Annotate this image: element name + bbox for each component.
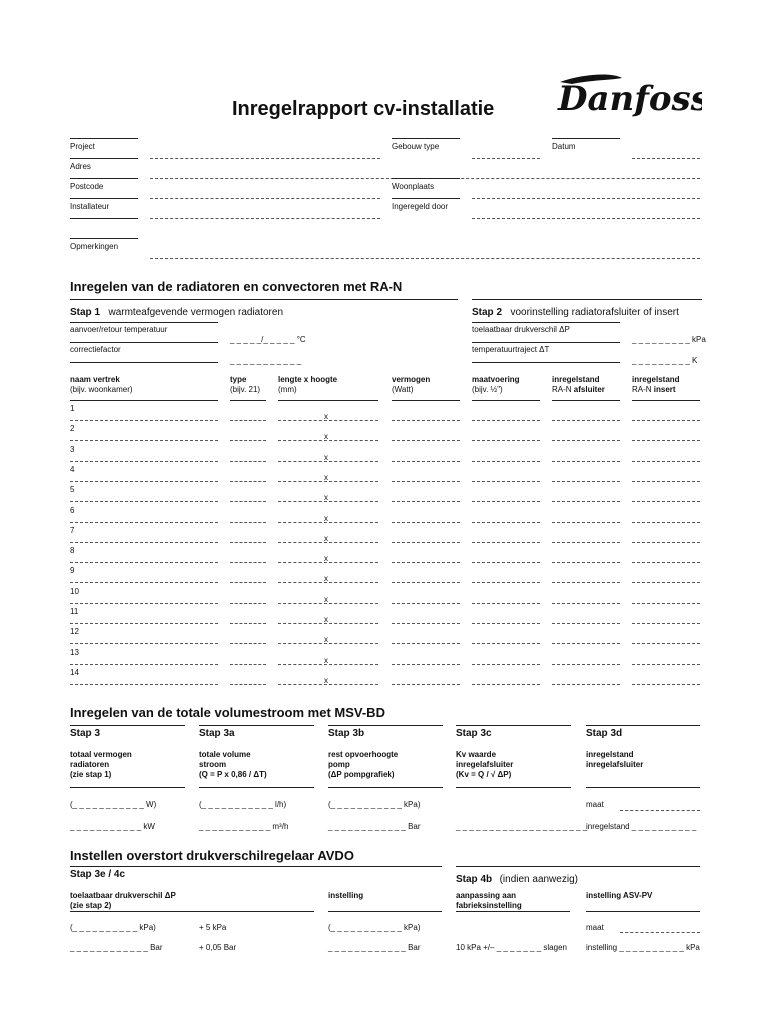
- step-label: Stap 3d: [586, 728, 623, 739]
- row-field[interactable]: [472, 603, 540, 604]
- row-field[interactable]: [392, 440, 460, 441]
- step-row1[interactable]: (_ _ _ _ _ _ _ _ _ _ _ l/h): [199, 800, 287, 809]
- row-field[interactable]: [632, 420, 700, 421]
- avdo-row2[interactable]: 10 kPa +/– _ _ _ _ _ _ _ slagen: [456, 943, 567, 952]
- row-field[interactable]: [70, 562, 218, 563]
- row-field[interactable]: [392, 522, 460, 523]
- row-field[interactable]: [392, 501, 460, 502]
- row-field[interactable]: [278, 440, 378, 441]
- avdo-desc: aanpassing aan: [456, 891, 517, 900]
- row-field[interactable]: [278, 420, 378, 421]
- avdo-rule: [70, 911, 314, 912]
- row-field[interactable]: [278, 684, 378, 685]
- row-field[interactable]: [278, 643, 378, 644]
- row-field[interactable]: [632, 603, 700, 604]
- row-field[interactable]: [392, 582, 460, 583]
- x-mark: x: [324, 533, 328, 543]
- row-field[interactable]: [278, 562, 378, 563]
- row-field[interactable]: [552, 522, 620, 523]
- drukverschil-label: toelaatbaar drukverschil ΔP: [472, 325, 570, 334]
- row-field[interactable]: [472, 562, 540, 563]
- row-field[interactable]: [278, 522, 378, 523]
- row-field[interactable]: [70, 461, 218, 462]
- step-desc: inregelafsluiter: [456, 760, 514, 769]
- row-number: 10: [70, 586, 79, 596]
- correctiefactor-label: correctiefactor: [70, 345, 121, 354]
- row-field[interactable]: [278, 623, 378, 624]
- x-mark: x: [324, 594, 328, 604]
- col-type: type: [230, 375, 247, 384]
- col-maatvoering: maatvoering: [472, 375, 520, 384]
- row-field[interactable]: [552, 420, 620, 421]
- step-row2[interactable]: _ _ _ _ _ _ _ _ _ _ _ kW: [70, 822, 155, 831]
- avdo-row1[interactable]: + 5 kPa: [199, 923, 227, 932]
- row-field[interactable]: [70, 643, 218, 644]
- row-field[interactable]: [552, 643, 620, 644]
- woonplaats-field[interactable]: [472, 198, 700, 199]
- gebouw-type-field[interactable]: [472, 158, 540, 159]
- row-field[interactable]: [392, 684, 460, 685]
- row-field[interactable]: [230, 420, 266, 421]
- step-row2[interactable]: _ _ _ _ _ _ _ _ _ _ _ m³/h: [199, 822, 289, 831]
- row-field[interactable]: [230, 501, 266, 502]
- row-field[interactable]: [472, 664, 540, 665]
- stap1-label: Stap 1: [70, 307, 101, 318]
- step-desc: (Kv = Q / √ ΔP): [456, 770, 512, 779]
- row-field[interactable]: [70, 481, 218, 482]
- avdo-row2[interactable]: instelling _ _ _ _ _ _ _ _ _ _ kPa: [586, 943, 700, 952]
- row-field[interactable]: [472, 481, 540, 482]
- step-rule: [586, 725, 700, 726]
- project-field[interactable]: [150, 158, 380, 159]
- row-number: 9: [70, 566, 75, 576]
- row-field[interactable]: [278, 664, 378, 665]
- row-field[interactable]: [392, 562, 460, 563]
- step-row1[interactable]: maat: [586, 800, 604, 809]
- col-inregelstand-insert: inregelstand: [632, 375, 680, 384]
- x-mark: x: [324, 635, 328, 645]
- row-field[interactable]: [552, 562, 620, 563]
- gebouw-type-label: Gebouw type: [392, 142, 440, 151]
- row-field[interactable]: [632, 684, 700, 685]
- step-rule: [328, 787, 443, 788]
- section1-title: Inregelen van de radiatoren en convectoren met RA-N: [70, 279, 403, 294]
- avdo-desc: instelling: [328, 891, 364, 900]
- row-field[interactable]: [632, 623, 700, 624]
- row-number: 5: [70, 485, 75, 495]
- row-field[interactable]: [552, 481, 620, 482]
- row-field[interactable]: [472, 542, 540, 543]
- row-field[interactable]: [472, 582, 540, 583]
- row-field[interactable]: [392, 603, 460, 604]
- stap2-label: Stap 2: [472, 307, 503, 318]
- col-inregelstand-afsluiter: inregelstand: [552, 375, 600, 384]
- row-field[interactable]: [632, 440, 700, 441]
- step-row2[interactable]: _ _ _ _ _ _ _ _ _ _ _ _ _ _ _ _ _ _ _ _: [456, 822, 588, 831]
- row-number: 3: [70, 444, 75, 454]
- datum-label: Datum: [552, 142, 576, 151]
- temptraject-label: temperatuurtraject ΔT: [472, 345, 550, 354]
- step-desc: inregelafsluiter: [586, 760, 644, 769]
- step-desc: (Q = P x 0,86 / ΔT): [199, 770, 267, 779]
- avdo-desc: instelling ASV-PV: [586, 891, 653, 900]
- step-label: Stap 3a: [199, 728, 235, 739]
- row-field[interactable]: [472, 501, 540, 502]
- adres-label: Adres: [70, 162, 91, 171]
- row-field[interactable]: [230, 684, 266, 685]
- avdo-rule: [456, 911, 570, 912]
- row-field[interactable]: [230, 461, 266, 462]
- svg-text:Danfoss: Danfoss: [558, 79, 702, 119]
- row-number: 7: [70, 525, 75, 535]
- avdo-row1[interactable]: (_ _ _ _ _ _ _ _ _ _ kPa): [70, 923, 156, 932]
- row-field[interactable]: [632, 643, 700, 644]
- step-rule: [328, 725, 443, 726]
- woonplaats-label: Woonplaats: [392, 182, 435, 191]
- row-field[interactable]: [230, 582, 266, 583]
- step-desc: rest opvoerhoogte: [328, 750, 399, 759]
- row-field[interactable]: [230, 643, 266, 644]
- row-field[interactable]: [632, 522, 700, 523]
- step-desc: (zie stap 1): [70, 770, 112, 779]
- x-mark: x: [324, 554, 328, 564]
- row-field[interactable]: [472, 643, 540, 644]
- opmerkingen-field[interactable]: [150, 258, 700, 259]
- row-field[interactable]: [632, 501, 700, 502]
- step-label: Stap 3: [70, 728, 101, 739]
- avdo-row2[interactable]: + 0,05 Bar: [199, 943, 237, 952]
- col-lengte: lengte x hoogte: [278, 375, 338, 384]
- step-rule: [70, 787, 185, 788]
- col-vermogen: vermogen: [392, 375, 431, 384]
- avdo-row1[interactable]: maat: [586, 923, 604, 932]
- row-number: 1: [70, 404, 75, 413]
- avdo-row2[interactable]: _ _ _ _ _ _ _ _ _ _ _ _ Bar: [328, 943, 421, 952]
- step-desc: inregelstand: [586, 750, 634, 759]
- danfoss-logo: [552, 68, 702, 120]
- row-field[interactable]: [230, 603, 266, 604]
- row-field[interactable]: [230, 542, 266, 543]
- installateur-label: Installateur: [70, 202, 110, 211]
- step-row1[interactable]: (_ _ _ _ _ _ _ _ _ _ _ W): [70, 800, 157, 809]
- row-field[interactable]: [230, 664, 266, 665]
- stap1-text: warmteafgevende vermogen radiatoren: [108, 307, 284, 318]
- row-field[interactable]: [552, 542, 620, 543]
- avdo-rule: [586, 911, 700, 912]
- section3-title: Instellen overstort drukverschilregelaar AVDO: [70, 848, 354, 863]
- row-field[interactable]: [70, 420, 218, 421]
- row-field[interactable]: [278, 603, 378, 604]
- avdo-desc: fabrieksinstelling: [456, 901, 522, 910]
- row-field[interactable]: [392, 623, 460, 624]
- row-number: 8: [70, 546, 75, 556]
- x-mark: x: [324, 615, 328, 624]
- step-label: Stap 3b: [328, 728, 365, 739]
- row-field[interactable]: [472, 461, 540, 462]
- avdo-desc: (zie stap 2): [70, 901, 112, 910]
- row-field[interactable]: [392, 664, 460, 665]
- datum-field[interactable]: [632, 158, 700, 159]
- row-field[interactable]: [552, 582, 620, 583]
- drukverschil-field[interactable]: _ _ _ _ _ _ _ _ _ kPa: [632, 335, 706, 344]
- x-mark: x: [324, 655, 328, 665]
- row-field[interactable]: [552, 623, 620, 624]
- step-row2[interactable]: _ _ _ _ _ _ _ _ _ _ _ _ Bar: [328, 822, 421, 831]
- x-mark: x: [324, 493, 328, 503]
- row-field[interactable]: [230, 562, 266, 563]
- row-number: 12: [70, 627, 79, 637]
- row-field[interactable]: [552, 440, 620, 441]
- section2-title: Inregelen van de totale volumestroom met MSV-BD: [70, 705, 385, 720]
- row-field[interactable]: [70, 623, 218, 624]
- row-field[interactable]: [392, 420, 460, 421]
- step-rule: [456, 725, 571, 726]
- row-field[interactable]: [70, 582, 218, 583]
- step-rule: [456, 787, 571, 788]
- row-field[interactable]: [392, 481, 460, 482]
- row-field[interactable]: [278, 481, 378, 482]
- step-desc: pomp: [328, 760, 350, 769]
- row-number: 6: [70, 505, 75, 515]
- row-field[interactable]: [632, 542, 700, 543]
- row-field[interactable]: [472, 623, 540, 624]
- ingeregeld-door-field[interactable]: [472, 218, 700, 219]
- maat-field[interactable]: [620, 810, 700, 811]
- page-title: Inregelrapport cv-installatie: [232, 98, 495, 120]
- row-field[interactable]: [552, 461, 620, 462]
- step-row2[interactable]: inregelstand _ _ _ _ _ _ _ _ _ _: [586, 822, 697, 831]
- step-row1[interactable]: (_ _ _ _ _ _ _ _ _ _ _ kPa): [328, 800, 421, 809]
- avdo-rule: [328, 911, 442, 912]
- col-naam: naam vertrek: [70, 375, 120, 384]
- aanvoer-label: aanvoer/retour temperatuur: [70, 325, 168, 334]
- row-field[interactable]: [472, 684, 540, 685]
- temptraject-field[interactable]: _ _ _ _ _ _ _ _ _ K: [632, 356, 698, 365]
- row-field[interactable]: [632, 582, 700, 583]
- row-field[interactable]: [70, 522, 218, 523]
- ingeregeld-door-label: Ingeregeld door: [392, 202, 449, 211]
- row-field[interactable]: [230, 522, 266, 523]
- row-field[interactable]: [392, 542, 460, 543]
- row-field[interactable]: [632, 664, 700, 665]
- row-field[interactable]: [278, 461, 378, 462]
- row-field[interactable]: [632, 461, 700, 462]
- row-field[interactable]: [70, 542, 218, 543]
- x-mark: x: [324, 574, 328, 584]
- x-mark: x: [324, 452, 328, 462]
- row-field[interactable]: [632, 562, 700, 563]
- step-desc: totale volume: [199, 750, 251, 759]
- installateur-field[interactable]: [150, 218, 380, 219]
- row-field[interactable]: [552, 664, 620, 665]
- stap2-text: voorinstelling radiatorafsluiter of insert: [510, 307, 679, 318]
- x-mark: x: [324, 432, 328, 442]
- row-field[interactable]: [278, 582, 378, 583]
- step-desc: Kv waarde: [456, 750, 497, 759]
- row-field[interactable]: [70, 684, 218, 685]
- x-mark: x: [324, 472, 328, 482]
- postcode-field[interactable]: [150, 198, 380, 199]
- aanvoer-field[interactable]: _ _ _ _ _/_ _ _ _ _ °C: [230, 335, 306, 344]
- row-field[interactable]: [472, 522, 540, 523]
- row-field[interactable]: [392, 461, 460, 462]
- row-field[interactable]: [392, 643, 460, 644]
- row-field[interactable]: [70, 501, 218, 502]
- correctiefactor-field[interactable]: _ _ _ _ _ _ _ _ _ _ _: [230, 356, 302, 365]
- avdo-row2[interactable]: _ _ _ _ _ _ _ _ _ _ _ _ Bar: [70, 943, 163, 952]
- avdo-row1[interactable]: (_ _ _ _ _ _ _ _ _ _ _ kPa): [328, 923, 421, 932]
- row-number: 11: [70, 607, 79, 616]
- row-field[interactable]: [552, 501, 620, 502]
- row-number: 14: [70, 667, 79, 677]
- row-field[interactable]: [552, 603, 620, 604]
- row-field[interactable]: [552, 684, 620, 685]
- row-field[interactable]: [70, 603, 218, 604]
- row-field[interactable]: [632, 481, 700, 482]
- stap-3e-4c: Stap 3e / 4c: [70, 869, 126, 880]
- row-field[interactable]: [70, 664, 218, 665]
- step-desc: stroom: [199, 760, 227, 769]
- x-mark: x: [324, 412, 328, 421]
- step-desc: totaal vermogen: [70, 750, 132, 759]
- x-mark: x: [324, 513, 328, 523]
- postcode-label: Postcode: [70, 182, 104, 191]
- step-desc: (ΔP pompgrafiek): [328, 770, 395, 779]
- step-rule: [586, 787, 700, 788]
- row-field[interactable]: [278, 542, 378, 543]
- step-desc: radiatoren: [70, 760, 110, 769]
- row-number: 13: [70, 647, 79, 657]
- stap-4b: Stap 4b: [456, 874, 493, 885]
- project-label: Project: [70, 142, 95, 151]
- row-number: 2: [70, 424, 75, 434]
- step-rule: [70, 725, 185, 726]
- row-field[interactable]: [278, 501, 378, 502]
- row-field[interactable]: [230, 623, 266, 624]
- maat-field[interactable]: [620, 932, 700, 933]
- avdo-desc: toelaatbaar drukverschil ΔP: [70, 891, 176, 900]
- row-number: 4: [70, 464, 75, 474]
- row-field[interactable]: [230, 440, 266, 441]
- opmerkingen-label: Opmerkingen: [70, 242, 119, 251]
- x-mark: x: [324, 675, 328, 685]
- row-field[interactable]: [472, 440, 540, 441]
- row-field[interactable]: [70, 440, 218, 441]
- step-rule: [199, 787, 314, 788]
- step-label: Stap 3c: [456, 728, 492, 739]
- row-field[interactable]: [230, 481, 266, 482]
- row-field[interactable]: [472, 420, 540, 421]
- step-rule: [199, 725, 314, 726]
